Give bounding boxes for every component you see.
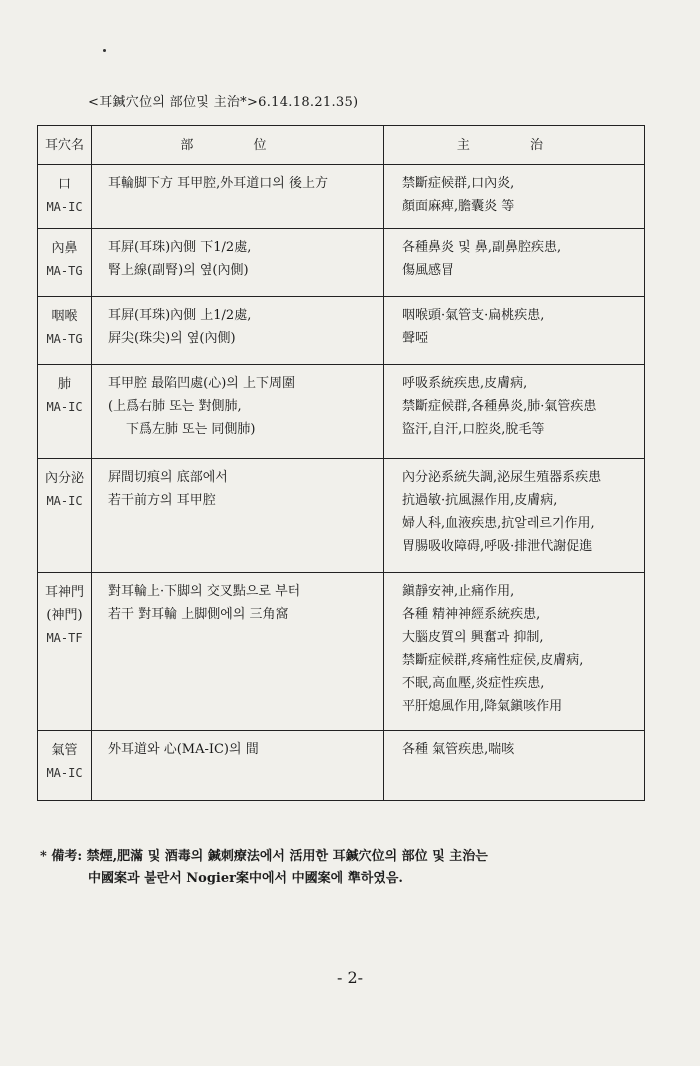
point-name: 氣管	[51, 743, 78, 758]
remark-text-1: 禁煙,肥滿 및 酒毒의 鍼刺療法에서 活用한 耳鍼穴位의 部位 및 主治는	[86, 849, 488, 864]
header-name: 耳穴名	[38, 126, 92, 165]
treatment-line: 傷風感冒	[402, 263, 455, 278]
treatment-line: 各種鼻炎 및 鼻,副鼻腔疾患,	[402, 240, 562, 255]
treatment-line: 胃腸吸收障碍,呼吸·排泄代謝促進	[402, 539, 593, 554]
remark-line-1	[40, 846, 488, 868]
treatment-line: 呼吸系統疾患,皮膚病,	[402, 376, 528, 391]
treatment-line: 平肝熄風作用,降氣鎭咳作用	[402, 699, 563, 714]
treatment-line: 婦人科,血液疾患,抗알레르기作用,	[402, 516, 595, 531]
point-code: MA-IC	[46, 400, 83, 414]
location-line: 下爲左肺 또는 同側肺)	[126, 422, 256, 437]
table-row	[38, 573, 645, 731]
treatment-line: 聲啞	[402, 331, 429, 346]
table-row	[38, 459, 645, 573]
location-line: 屛尖(珠尖)의 옆(內側)	[108, 331, 236, 346]
treatment-line: 鎭靜安神,止痛作用,	[402, 584, 515, 599]
location-line: 耳輪脚下方 耳甲腔,外耳道口의 後上方	[108, 176, 328, 191]
point-name-cell	[38, 459, 92, 573]
point-code: MA-IC	[46, 200, 83, 214]
treatment-cell	[384, 165, 645, 229]
point-name-cell	[38, 229, 92, 297]
treatment-cell	[384, 365, 645, 459]
point-name: 內分泌	[44, 471, 84, 486]
remark-note	[40, 846, 488, 890]
location-cell	[92, 365, 384, 459]
location-cell	[92, 165, 384, 229]
treatment-line: 禁斷症候群,各種鼻炎,肺·氣管疾患	[402, 399, 597, 414]
treatment-cell	[384, 297, 645, 365]
point-name: 耳神門	[44, 585, 84, 600]
treatment-line: 內分泌系統失調,泌尿生殖器系疾患	[402, 470, 602, 485]
treatment-line: 禁斷症候群,口內炎,	[402, 176, 515, 191]
treatment-cell	[384, 229, 645, 297]
location-cell	[92, 459, 384, 573]
location-line: 耳屛(耳珠)內側 下1/2處,	[108, 240, 252, 255]
location-line: 若干前方의 耳甲腔	[108, 493, 216, 508]
page-number: - 2-	[336, 968, 364, 987]
point-name: 內鼻	[51, 241, 78, 256]
location-line: 屛間切痕의 底部에서	[108, 470, 228, 485]
point-name-alt: (神門)	[46, 608, 83, 623]
location-line: 外耳道와 心(MA-IC)의 間	[108, 742, 259, 757]
table-row	[38, 165, 645, 229]
remark-text-2: 中國案과 불란서 Nogier案中에서 中國案에 準하였음.	[88, 871, 403, 886]
location-line: 對耳輪上·下脚의 交叉點으로 부터	[108, 584, 301, 599]
location-cell	[92, 297, 384, 365]
header-location: 部 位	[92, 126, 384, 165]
point-name: 口	[57, 177, 71, 192]
point-code: MA-IC	[46, 766, 83, 780]
acupoint-table	[37, 125, 645, 801]
treatment-cell	[384, 573, 645, 731]
treatment-cell	[384, 459, 645, 573]
treatment-line: 禁斷症候群,疼痛性症侯,皮膚病,	[402, 653, 584, 668]
point-code: MA-IC	[46, 494, 83, 508]
table-row	[38, 365, 645, 459]
treatment-line: 抗過敏·抗風濕作用,皮膚病,	[402, 493, 558, 508]
treatment-line: 不眠,高血壓,炎症性疾患,	[402, 676, 545, 691]
location-line: 耳屛(耳珠)內側 上1/2處,	[108, 308, 252, 323]
treatment-line: 大腦皮質의 興奮과 抑制,	[402, 630, 544, 645]
table-row	[38, 731, 645, 801]
table-row	[38, 297, 645, 365]
point-code: MA-TG	[46, 332, 83, 346]
treatment-cell	[384, 731, 645, 801]
point-name-cell	[38, 573, 92, 731]
location-line: 腎上線(副腎)의 옆(內側)	[108, 263, 249, 278]
treatment-line: 各種 精神神經系統疾患,	[402, 607, 541, 622]
point-name-cell	[38, 165, 92, 229]
location-line: 若干 對耳輪 上脚側에의 三角窩	[108, 607, 289, 622]
location-line: 耳甲腔 最陷凹處(心)의 上下周圍	[108, 376, 295, 391]
table-caption: <耳鍼穴位의 部位및 主治*>6.14.18.21.35)	[88, 95, 359, 110]
remark-label: * 備考:	[40, 849, 83, 864]
location-cell	[92, 731, 384, 801]
point-name: 咽喉	[51, 309, 78, 324]
header-treatment: 主 治	[384, 126, 645, 165]
location-cell	[92, 229, 384, 297]
point-name-cell	[38, 297, 92, 365]
point-name: 肺	[57, 377, 71, 392]
point-code: MA-TF	[46, 631, 83, 645]
location-cell	[92, 573, 384, 731]
speck-mark	[103, 49, 106, 52]
location-line: (上爲右肺 또는 對側肺,	[108, 399, 242, 414]
header-row	[38, 126, 645, 165]
table-row	[38, 229, 645, 297]
treatment-line: 顏面麻痺,膽囊炎 等	[402, 199, 515, 214]
point-name-cell	[38, 365, 92, 459]
point-code: MA-TG	[46, 264, 83, 278]
treatment-line: 咽喉頭·氣管支·扁桃疾患,	[402, 308, 545, 323]
treatment-line: 各種 氣管疾患,喘咳	[402, 742, 515, 757]
point-name-cell	[38, 731, 92, 801]
treatment-line: 盜汗,自汗,口腔炎,脫毛等	[402, 422, 545, 437]
